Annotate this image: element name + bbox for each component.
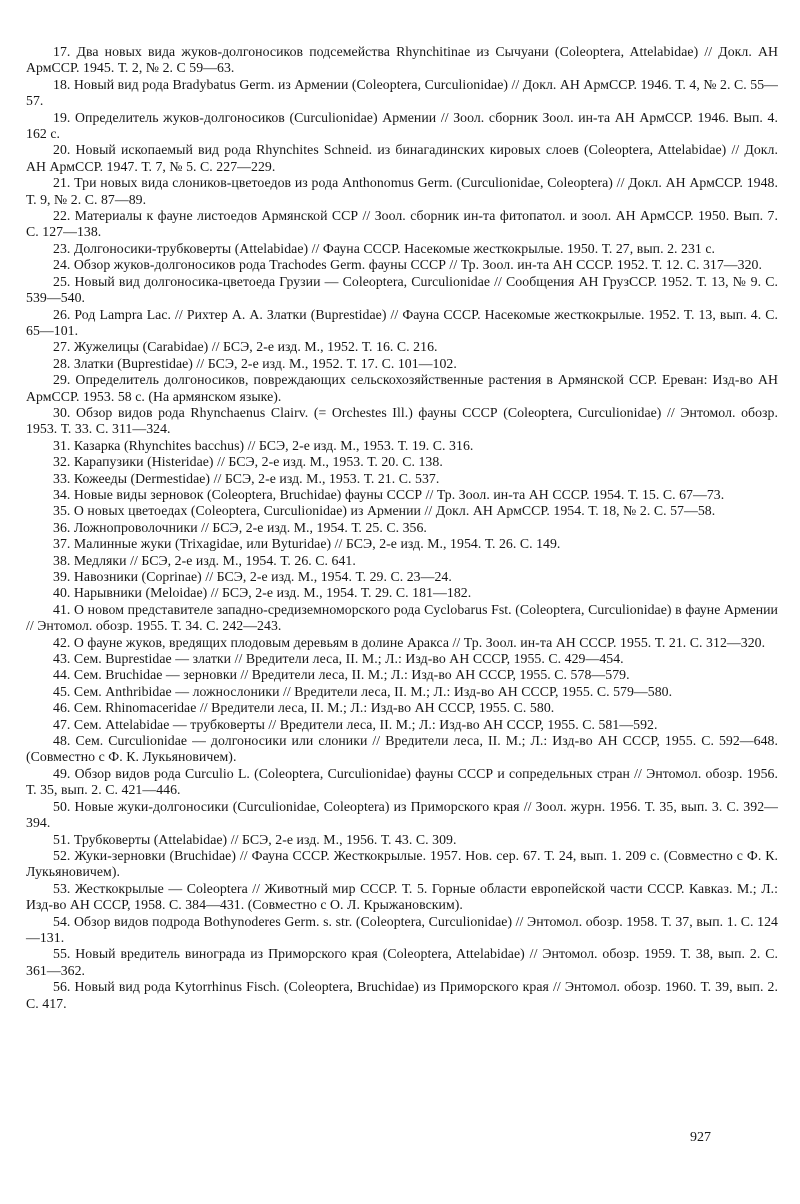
reference-entry: 48. Сем. Curculionidae — долгоносики или слоники // Вредители леса, II. М.; Л.: Изд-во АН СССР, 1955. С. 592—648. (Совместно с Ф. К. Лукьяновичем).: [26, 733, 778, 765]
reference-entry: 30. Обзор видов рода Rhynchaenus Clairv. (= Orchestes Ill.) фауны СССР (Coleoptera, Curculionidae) // Энтомол. обозр. 1953. Т. 33. С. 311—324.: [26, 404, 778, 437]
reference-entry: 21. Три новых вида слоников-цветоедов из рода Anthonomus Germ. (Curculionidae, Coleoptera) // Докл. АН АрмССР. 1948. Т. 9, № 2. С. 87—89.: [26, 175, 778, 207]
reference-entry: 20. Новый ископаемый вид рода Rhynchites Schneid. из бинагадинских кировых слоев (Coleoptera, Attelabidae) // Докл. АН АрмССР. 1947. Т. 7, № 5. С. 227—229.: [26, 142, 778, 174]
reference-entry: 46. Сем. Rhinomaceridae // Вредители леса, II. М.; Л.: Изд-во АН СССР, 1955. С. 580.: [53, 700, 555, 716]
reference-entry: 51. Трубковерты (Attelabidae) // БСЭ, 2-е изд. М., 1956. Т. 43. С. 309.: [53, 831, 457, 847]
reference-entry: 53. Жесткокрылые — Coleoptera // Животный мир СССР. Т. 5. Горные области европейской части СССР. Кавказ. М.; Л.: Изд-во АН СССР, 1958. С. 384—431. (Совместно с О. Л. Крыжановским).: [26, 880, 778, 913]
reference-entry: 41. О новом представителе западно-средиземноморского рода Cyclobarus Fst. (Coleoptera, Curculionidae) в фауне Армении // Энтомол. обозр. 1955. Т. 34. С. 242—243.: [26, 601, 778, 634]
reference-entry: 17. Два новых вида жуков-долгоносиков подсемейства Rhynchitinae из Сычуани (Coleoptera, Attelabidae) // Докл. АН АрмССР. 1945. Т. 2, № 2. С 59—63.: [26, 44, 778, 76]
reference-entry: 38. Медляки // БСЭ, 2-е изд. М., 1954. Т. 26. С. 641.: [53, 552, 356, 568]
reference-entry: 23. Долгоносики-трубковерты (Attelabidae) // Фауна СССР. Насекомые жесткокрылые. 1950. Т. 27, вып. 2. 231 с.: [53, 240, 716, 256]
reference-entry: 52. Жуки-зерновки (Bruchidae) // Фауна СССР. Жесткокрылые. 1957. Нов. сер. 67. Т. 24, вып. 1. 209 с. (Совместно с Ф. К. Лукьяновичем).: [26, 847, 778, 880]
reference-entry: 22. Материалы к фауне листоедов Армянской ССР // Зоол. сборник ин-та фитопатол. и зоол. АН АрмССР. 1950. Вып. 7. С. 127—138.: [26, 208, 778, 240]
reference-entry: 31. Казарка (Rhynchites bacchus) // БСЭ, 2-е изд. М., 1953. Т. 19. С. 316.: [53, 437, 474, 453]
reference-entry: 47. Сем. Attelabidae — трубковерты // Вредители леса, II. М.; Л.: Изд-во АН СССР, 1955. С. 581—592.: [53, 716, 658, 732]
page-number: 927: [690, 1130, 711, 1145]
reference-entry: 37. Малинные жуки (Trixagidae, или Byturidae) // БСЭ, 2-е изд. М., 1954. Т. 26. С. 149.: [53, 536, 561, 552]
reference-entry: 34. Новые виды зерновок (Coleoptera, Bruchidae) фауны СССР // Тр. Зоол. ин-та АН СССР. 1954. Т. 15. С. 67—73.: [53, 486, 725, 502]
reference-entry: 56. Новый вид рода Kytorrhinus Fisch. (Coleoptera, Bruchidae) из Приморского края // Энтомол. обозр. 1960. Т. 39, вып. 2. С. 417.: [26, 979, 778, 1011]
reference-entry: 44. Сем. Bruchidae — зерновки // Вредители леса, II. М.; Л.: Изд-во АН СССР, 1955. С. 578—579.: [53, 667, 630, 683]
reference-entry: 45. Сем. Anthribidae — ложнослоники // Вредители леса, II. М.; Л.: Изд-во АН СССР, 1955. С. 579—580.: [53, 683, 673, 699]
reference-entry: 40. Нарывники (Meloidae) // БСЭ, 2-е изд. М., 1954. Т. 29. С. 181—182.: [53, 585, 472, 601]
reference-entry: 24. Обзор жуков-долгоносиков рода Trachodes Germ. фауны СССР // Тр. Зоол. ин-та АН СССР. 1952. Т. 12. С. 317—320.: [53, 257, 762, 273]
reference-entry: 54. Обзор видов подрода Bothynoderes Germ. s. str. (Coleoptera, Curculionidae) // Энтомол. обозр. 1958. Т. 37, вып. 1. С. 124—131.: [26, 913, 778, 945]
reference-list: [26, 44, 778, 1012]
reference-entry: 39. Навозники (Coprinae) // БСЭ, 2-е изд. М., 1954. Т. 29. С. 23—24.: [53, 569, 452, 584]
reference-entry: 33. Кожееды (Dermestidae) // БСЭ, 2-е изд. М., 1953. Т. 21. С. 537.: [53, 470, 440, 486]
reference-entry: 25. Новый вид долгоносика-цветоеда Грузии — Coleoptera, Curculionidae // Сообщения АН ГрузССР. 1952. Т. 13, № 9. С. 539—540.: [26, 273, 778, 306]
reference-entry: 18. Новый вид рода Bradybatus Germ. из Армении (Coleoptera, Curculionidae) // Докл. АН АрмССР. 1946. Т. 4, № 2. С. 55—57.: [26, 76, 778, 109]
reference-entry: 50. Новые жуки-долгоносики (Curculionidae, Coleoptera) из Приморского края // Зоол. журн. 1956. Т. 35, вып. 3. С. 392—394.: [26, 798, 778, 831]
reference-entry: 35. О новых цветоедах (Coleoptera, Curculionidae) из Армении // Докл. АН АрмССР. 1954. Т. 18, № 2. С. 57—58.: [53, 503, 716, 519]
reference-entry: 28. Златки (Buprestidae) // БСЭ, 2-е изд. М., 1952. Т. 17. С. 101—102.: [53, 355, 457, 371]
reference-entry: 43. Сем. Buprestidae — златки // Вредители леса, II. М.; Л.: Изд-во АН СССР, 1955. С. 429—454.: [53, 651, 624, 667]
reference-entry: 19. Определитель жуков-долгоносиков (Curculionidae) Армении // Зоол. сборник Зоол. ин-та АН АрмССР. 1946. Вып. 4. 162 с.: [26, 109, 778, 142]
reference-entry: 26. Род Lampra Lac. // Рихтер А. А. Златки (Buprestidae) // Фауна СССР. Насекомые жесткокрылые. 1952. Т. 13, вып. 4. С. 65—101.: [26, 306, 778, 338]
reference-entry: 49. Обзор видов рода Curculio L. (Coleoptera, Curculionidae) фауны СССР и сопредельных стран // Энтомол. обозр. 1956. Т. 35, вып. 2. С. 421—446.: [26, 765, 778, 798]
reference-entry: 32. Карапузики (Histeridae) // БСЭ, 2-е изд. М., 1953. Т. 20. С. 138.: [53, 454, 443, 470]
reference-entry: 55. Новый вредитель винограда из Приморского края (Coleoptera, Attelabidae) // Энтомол. обозр. 1959. Т. 38, вып. 2. С. 361—362.: [26, 946, 778, 978]
reference-entry: 42. О фауне жуков, вредящих плодовым деревьям в долине Аракса // Тр. Зоол. ин-та АН СССР. 1955. Т. 21. С. 312—320.: [53, 634, 766, 650]
reference-entry: 29. Определитель долгоносиков, повреждающих сельскохозяйственные растения в Армянской ССР. Ереван: Изд-во АН АрмССР. 1953. 58 с. (На армянском языке).: [26, 372, 778, 404]
reference-entry: 36. Ложнопроволочники // БСЭ, 2-е изд. М., 1954. Т. 25. С. 356.: [53, 519, 427, 535]
reference-entry: 27. Жужелицы (Carabidae) // БСЭ, 2-е изд. М., 1952. Т. 16. С. 216.: [53, 339, 438, 355]
